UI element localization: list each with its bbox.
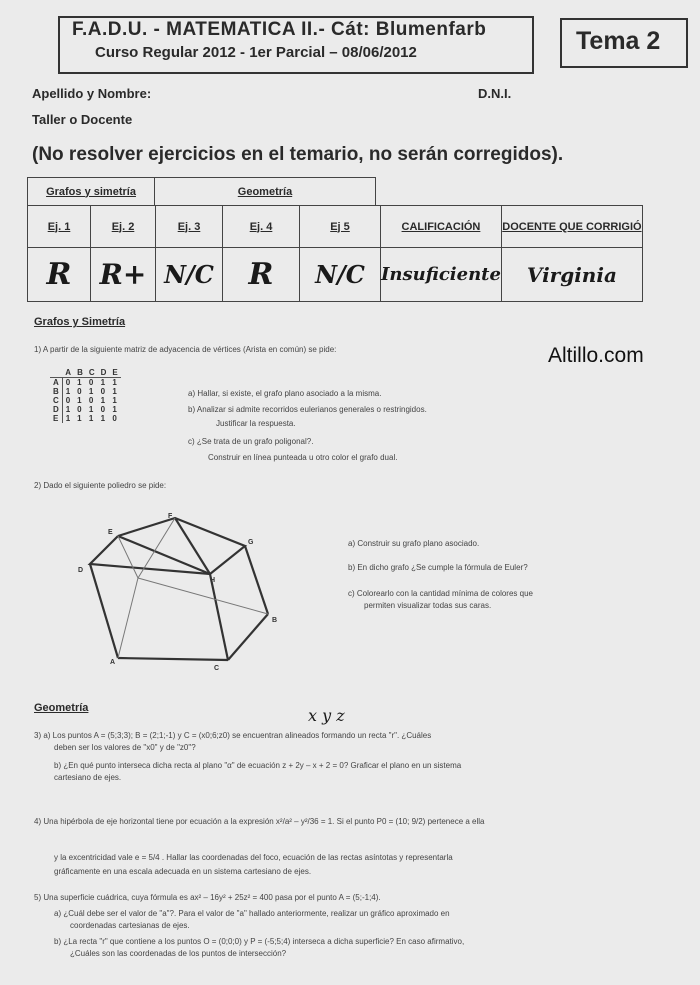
grade-ej4: R	[223, 248, 300, 302]
adjacency-matrix: A B C D E A 0 1 0 1 1 B 1 0 1 0 1 C 0 1 0 1 1 D 1 0 1 0 1 E 1 1 1 1 0	[50, 368, 121, 423]
q5a2-text: coordenadas cartesianas de ejes.	[70, 921, 190, 930]
name-label: Apellido y Nombre:	[32, 86, 152, 101]
dni-label: D.N.I.	[478, 86, 512, 101]
q5-text: 5) Una superficie cuádrica, cuya fórmula es ax² – 16y² + 25z² = 400 pasa por el punto A = (5;-1;4).	[34, 893, 381, 902]
q2c2-text: permiten visualizar todas sus caras.	[364, 601, 492, 610]
grade-group-header	[27, 177, 376, 206]
q1a-text: a) Hallar, si existe, el grafo plano asociado a la misma.	[188, 389, 382, 398]
grade-docente: Virginia	[501, 248, 642, 302]
vertex-b: B	[272, 617, 278, 624]
vertex-e: E	[108, 529, 113, 536]
q1c2-text: Construir en línea punteada u otro color el grafo dual.	[208, 453, 398, 462]
polyhedron-figure	[70, 508, 300, 673]
header-subtitle: Curso Regular 2012 - 1er Parcial – 08/06/2012	[95, 44, 417, 61]
q4b-text: y la excentricidad vale e = 5/4 . Hallar las coordenadas del foco, ecuación de las rectas asíntotas y representarla	[54, 853, 453, 862]
grade-ej2: R+	[91, 248, 156, 302]
q5b2-text: ¿Cuáles son las coordenadas de los puntos de intersección?	[70, 949, 287, 958]
col-docente: DOCENTE QUE CORRIGIÓ	[501, 206, 642, 248]
vertex-f: F	[168, 513, 173, 520]
vertex-g: G	[248, 539, 254, 546]
col-calificacion: CALIFICACIÓN	[381, 206, 502, 248]
q3b-text: b) ¿En qué punto interseca dicha recta al plano "α" de ecuación z + 2y – x + 2 = 0? Graficar el plano en un sistema	[54, 761, 462, 770]
q2b-text: b) En dicho grafo ¿Se cumple la fórmula de Euler?	[348, 563, 528, 572]
q2a-text: a) Construir su grafo plano asociado.	[348, 539, 480, 548]
section-geometria-title: Geometría	[34, 702, 89, 714]
vertex-a: A	[110, 659, 116, 666]
grade-ej3: N/C	[156, 248, 223, 302]
q2c-text: c) Colorearlo con la cantidad mínima de colores que	[348, 589, 533, 598]
q1-text: 1) A partir de la siguiente matriz de adyacencia de vértices (Arista en común) se pide:	[34, 345, 337, 354]
warning-text: (No resolver ejercicios en el temario, no serán corregidos).	[32, 144, 564, 165]
q1b-text: b) Analizar si admite recorridos eulerianos generales o restringidos.	[188, 405, 427, 414]
col-ej4: Ej. 4	[223, 206, 300, 248]
vertex-d: D	[78, 567, 84, 574]
col-ej3: Ej. 3	[156, 206, 223, 248]
q2-text: 2) Dado el siguiente poliedro se pide:	[34, 481, 167, 490]
q1b2-text: Justificar la respuesta.	[216, 419, 296, 428]
q3b2-text: cartesiano de ejes.	[54, 773, 122, 782]
q1c-text: c) ¿Se trata de un grafo poligonal?.	[188, 437, 314, 446]
q3a2-text: deben ser los valores de "x0" y de "z0"?	[54, 743, 196, 752]
watermark: Altillo.com	[548, 344, 644, 367]
group-grafos: Grafos y simetría	[28, 178, 155, 206]
vertex-h: H	[210, 577, 216, 584]
grade-table	[27, 205, 643, 302]
q5a-text: a) ¿Cuál debe ser el valor de "a"?. Para el valor de "a" hallado anteriormente, realizar un gráfico aproximado en	[54, 909, 450, 918]
grade-ej5: N/C	[300, 248, 381, 302]
tema-label: Tema 2	[576, 27, 661, 55]
handwritten-note: x y z	[308, 706, 345, 725]
col-ej1: Ej. 1	[28, 206, 91, 248]
q3a-text: 3) a) Los puntos A = (5;3;3); B = (2;1;-1) y C = (x0;6;z0) se encuentran alineados formando un recta "r". ¿Cuáles	[34, 731, 432, 740]
q5b-text: b) ¿La recta "r" que contiene a los puntos O = (0;0;0) y P = (-5;5;4) interseca a dicha superficie? En caso afirmativo,	[54, 937, 465, 946]
col-ej2: Ej. 2	[91, 206, 156, 248]
grade-ej1: R	[28, 248, 91, 302]
header-title: F.A.D.U. - MATEMATICA II.- Cát: Blumenfarb	[72, 19, 487, 40]
q4c-text: gráficamente en una escala adecuada en un sistema cartesiano de ejes.	[54, 867, 312, 876]
taller-label: Taller o Docente	[32, 112, 133, 127]
col-ej5: Ej 5	[300, 206, 381, 248]
vertex-c: C	[214, 665, 220, 672]
grade-calificacion: Insuficiente	[381, 248, 502, 302]
group-geometria: Geometría	[155, 178, 376, 206]
section-grafos-title: Grafos y Simetría	[34, 316, 126, 328]
q4-text: 4) Una hipérbola de eje horizontal tiene por ecuación a la expresión x²/a² – y²/36 = 1. Si el punto P0 = (10; 9/2) pertenece a ella	[34, 817, 485, 826]
